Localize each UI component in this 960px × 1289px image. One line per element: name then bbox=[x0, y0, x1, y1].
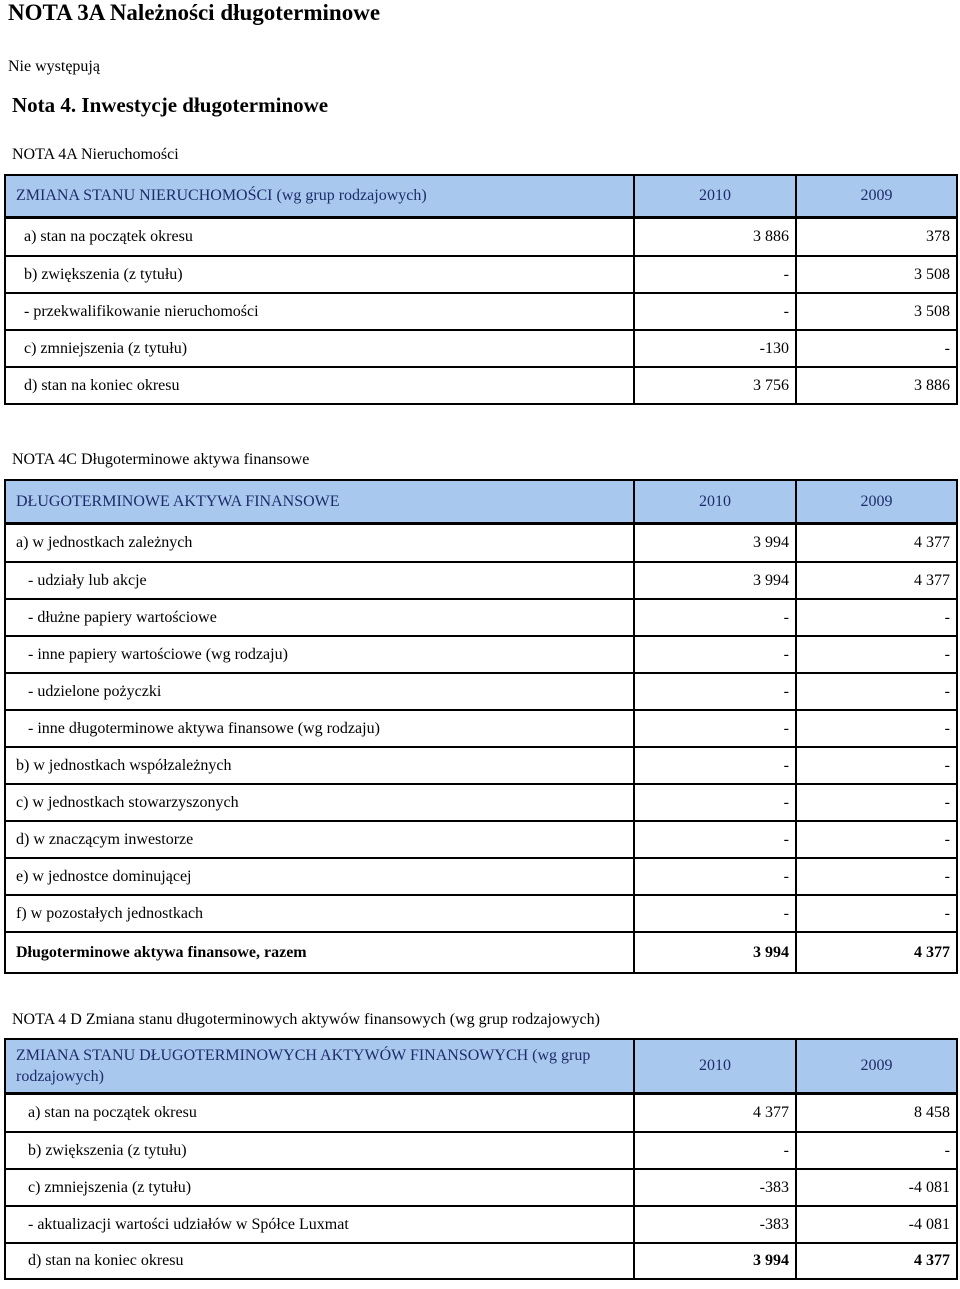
value-2009: - bbox=[796, 330, 958, 367]
total-2009: 4 377 bbox=[796, 1243, 958, 1280]
row-label: - przekwalifikowanie nieruchomości bbox=[4, 293, 634, 330]
total-2009: 4 377 bbox=[796, 932, 958, 974]
total-label: Długoterminowe aktywa finansowe, razem bbox=[4, 932, 634, 974]
table-header bbox=[4, 174, 958, 218]
table-row bbox=[4, 293, 958, 330]
value-2009: - bbox=[796, 599, 958, 636]
value-2009: 3 886 bbox=[796, 367, 958, 405]
row-label: c) zmniejszenia (z tytułu) bbox=[4, 330, 634, 367]
value-2010: 3 886 bbox=[634, 218, 796, 256]
value-2009: - bbox=[796, 784, 958, 821]
value-2009: 4 377 bbox=[796, 562, 958, 599]
value-2010: - bbox=[634, 1132, 796, 1169]
value-2009: - bbox=[796, 636, 958, 673]
row-label: c) w jednostkach stowarzyszonych bbox=[4, 784, 634, 821]
value-2009: 378 bbox=[796, 218, 958, 256]
value-2009: - bbox=[796, 858, 958, 895]
value-2010: - bbox=[634, 821, 796, 858]
table-header bbox=[4, 479, 958, 524]
nota4d-title: NOTA 4 D Zmiana stanu długoterminowych aktywów finansowych (wg grup rodzajowych) bbox=[12, 1011, 600, 1028]
table-row bbox=[4, 710, 958, 747]
column-header-label: ZMIANA STANU NIERUCHOMOŚCI (wg grup rodzajowych) bbox=[4, 174, 634, 218]
value-2009: - bbox=[796, 747, 958, 784]
row-label: a) stan na początek okresu bbox=[4, 1094, 634, 1132]
column-header-2009: 2009 bbox=[796, 174, 958, 218]
row-label: b) zwiększenia (z tytułu) bbox=[4, 1132, 634, 1169]
table-row bbox=[4, 1206, 958, 1243]
value-2010: - bbox=[634, 673, 796, 710]
total-2010: 3 994 bbox=[634, 932, 796, 974]
row-label: b) zwiększenia (z tytułu) bbox=[4, 256, 634, 293]
table-row bbox=[4, 1094, 958, 1132]
nota4d-table bbox=[4, 1038, 958, 1280]
table-row bbox=[4, 1169, 958, 1206]
value-2009: 4 377 bbox=[796, 524, 958, 562]
column-header-label: ZMIANA STANU DŁUGOTERMINOWYCH AKTYWÓW FINANSOWYCH (wg grup rodzajowych) bbox=[4, 1038, 634, 1094]
table-row bbox=[4, 784, 958, 821]
value-2010: -130 bbox=[634, 330, 796, 367]
table-row bbox=[4, 858, 958, 895]
row-label: - udzielone pożyczki bbox=[4, 673, 634, 710]
column-header-2009: 2009 bbox=[796, 1038, 958, 1094]
value-2010: - bbox=[634, 858, 796, 895]
table-row bbox=[4, 256, 958, 293]
value-2009: 8 458 bbox=[796, 1094, 958, 1132]
row-label: a) w jednostkach zależnych bbox=[4, 524, 634, 562]
value-2009: - bbox=[796, 673, 958, 710]
total-row bbox=[4, 1243, 958, 1280]
table-row bbox=[4, 895, 958, 932]
table-row bbox=[4, 747, 958, 784]
value-2010: - bbox=[634, 599, 796, 636]
row-label: e) w jednostce dominującej bbox=[4, 858, 634, 895]
row-label: b) w jednostkach współzależnych bbox=[4, 747, 634, 784]
value-2009: -4 081 bbox=[796, 1206, 958, 1243]
value-2009: 3 508 bbox=[796, 256, 958, 293]
value-2010: 3 994 bbox=[634, 562, 796, 599]
value-2009: -4 081 bbox=[796, 1169, 958, 1206]
value-2010: 4 377 bbox=[634, 1094, 796, 1132]
page-title: NOTA 3A Należności długoterminowe bbox=[8, 0, 381, 25]
total-label: d) stan na koniec okresu bbox=[4, 1243, 634, 1280]
table-row bbox=[4, 1132, 958, 1169]
value-2010: - bbox=[634, 256, 796, 293]
value-2009: - bbox=[796, 1132, 958, 1169]
total-2010: 3 994 bbox=[634, 1243, 796, 1280]
nota4a-table bbox=[4, 174, 958, 405]
row-label: - udziały lub akcje bbox=[4, 562, 634, 599]
row-label: d) w znaczącym inwestorze bbox=[4, 821, 634, 858]
value-2010: 3 756 bbox=[634, 367, 796, 405]
total-row bbox=[4, 932, 958, 974]
value-2009: 3 508 bbox=[796, 293, 958, 330]
row-label: - inne długoterminowe aktywa finansowe (wg rodzaju) bbox=[4, 710, 634, 747]
value-2010: - bbox=[634, 710, 796, 747]
section-title: Nota 4. Inwestycje długoterminowe bbox=[12, 93, 329, 117]
column-header-label: DŁUGOTERMINOWE AKTYWA FINANSOWE bbox=[4, 479, 634, 524]
value-2009: - bbox=[796, 821, 958, 858]
table-row bbox=[4, 562, 958, 599]
value-2010: -383 bbox=[634, 1206, 796, 1243]
table-row bbox=[4, 367, 958, 405]
table-row bbox=[4, 330, 958, 367]
table-row bbox=[4, 636, 958, 673]
table-row bbox=[4, 821, 958, 858]
row-label: f) w pozostałych jednostkach bbox=[4, 895, 634, 932]
table-row bbox=[4, 218, 958, 256]
value-2010: 3 994 bbox=[634, 524, 796, 562]
column-header-2010: 2010 bbox=[634, 174, 796, 218]
value-2009: - bbox=[796, 710, 958, 747]
column-header-2010: 2010 bbox=[634, 479, 796, 524]
column-header-2010: 2010 bbox=[634, 1038, 796, 1094]
nota4c-title: NOTA 4C Długoterminowe aktywa finansowe bbox=[12, 451, 310, 468]
column-header-2009: 2009 bbox=[796, 479, 958, 524]
row-label: - inne papiery wartościowe (wg rodzaju) bbox=[4, 636, 634, 673]
value-2010: - bbox=[634, 747, 796, 784]
value-2010: - bbox=[634, 895, 796, 932]
value-2010: -383 bbox=[634, 1169, 796, 1206]
row-label: - aktualizacji wartości udziałów w Spółce Luxmat bbox=[4, 1206, 634, 1243]
row-label: - dłużne papiery wartościowe bbox=[4, 599, 634, 636]
row-label: c) zmniejszenia (z tytułu) bbox=[4, 1169, 634, 1206]
table-header bbox=[4, 1038, 958, 1094]
value-2010: - bbox=[634, 293, 796, 330]
table-row bbox=[4, 599, 958, 636]
value-2010: - bbox=[634, 784, 796, 821]
row-label: a) stan na początek okresu bbox=[4, 218, 634, 256]
value-2010: - bbox=[634, 636, 796, 673]
nota4c-table bbox=[4, 479, 958, 974]
value-2009: - bbox=[796, 895, 958, 932]
table-row bbox=[4, 673, 958, 710]
table-row bbox=[4, 524, 958, 562]
not-applicable-note: Nie występują bbox=[8, 58, 100, 75]
row-label: d) stan na koniec okresu bbox=[4, 367, 634, 405]
nota4a-title: NOTA 4A Nieruchomości bbox=[12, 146, 179, 163]
